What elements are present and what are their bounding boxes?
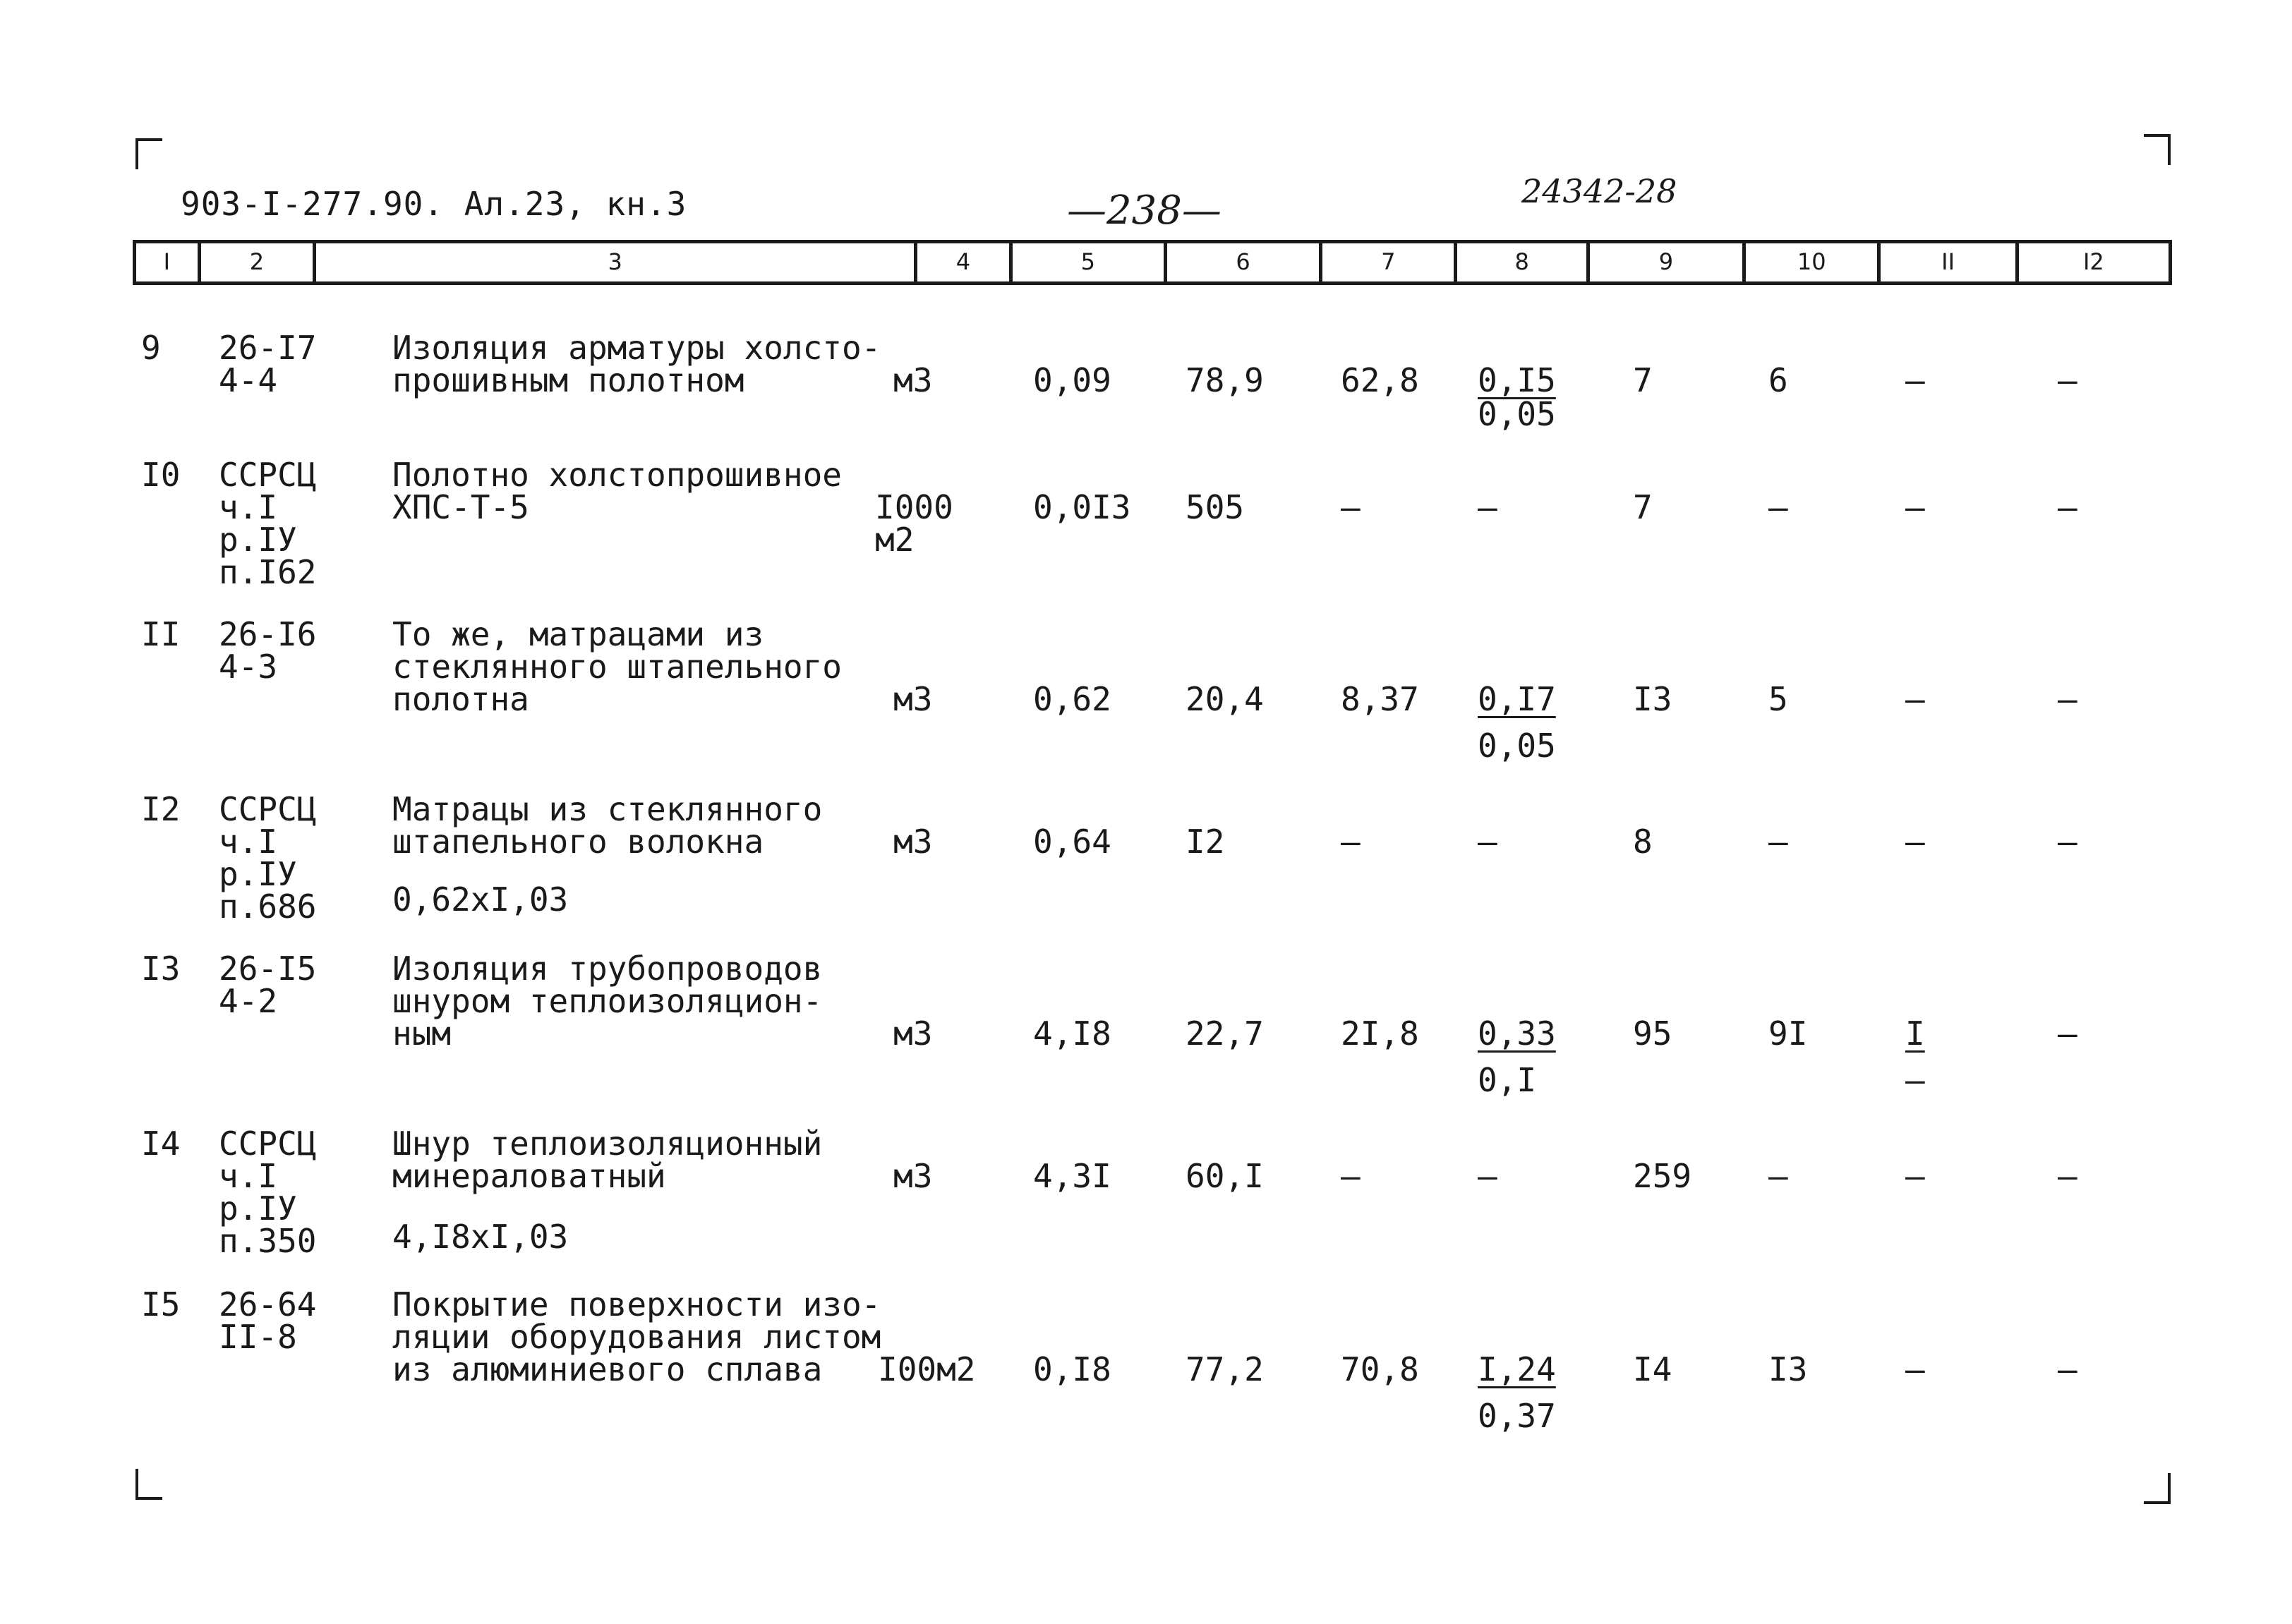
- norm-code: ССРСЦ ч.I р.IУ п.I62: [219, 456, 317, 591]
- column-header: I: [163, 248, 171, 275]
- unit: I000 м2: [875, 488, 953, 559]
- column-11-value: –: [1905, 488, 1925, 526]
- column-7-value: –: [1341, 488, 1361, 526]
- column-11-value: –: [1905, 680, 1925, 718]
- column-header: I2: [2015, 243, 2169, 281]
- quantity: 0,62: [1033, 680, 1111, 718]
- column-header: 3: [313, 243, 914, 281]
- column-6-value: 78,9: [1186, 361, 1264, 399]
- column-7-value: 62,8: [1341, 361, 1419, 399]
- column-12-value: –: [2058, 1350, 2077, 1388]
- norm-code: 26-I6 4-3: [219, 615, 317, 686]
- work-description: Полотно холстопрошивное ХПС-Т-5: [392, 456, 842, 526]
- column-9-value: 7: [1633, 361, 1653, 399]
- corner-mark-top-right: [2144, 134, 2171, 165]
- column-11-value: –: [1905, 1157, 1925, 1195]
- column-6-value: 505: [1186, 488, 1245, 526]
- row-number: I3: [141, 950, 181, 988]
- document-code: 903-I-277.90. Ал.23, кн.3: [181, 185, 687, 223]
- column-10-value: 6: [1768, 361, 1788, 399]
- column-8-top: –: [1478, 488, 1497, 526]
- corner-mark-top-left: [135, 138, 162, 169]
- column-12-value: –: [2058, 361, 2077, 399]
- column-10-value: –: [1768, 1157, 1788, 1195]
- norm-code: ССРСЦ ч.I р.IУ п.350: [219, 1125, 317, 1260]
- column-6-value: 60,I: [1186, 1157, 1264, 1195]
- column-8-bottom: 0,05: [1478, 395, 1556, 433]
- unit: м3: [893, 361, 933, 399]
- unit: I00м2: [878, 1350, 976, 1388]
- column-8-top: –: [1478, 823, 1497, 861]
- column-11-top: I: [1905, 1014, 1925, 1053]
- column-9-value: 259: [1633, 1157, 1692, 1195]
- unit: м3: [893, 1157, 933, 1195]
- column-header: 8: [1454, 243, 1586, 281]
- column-8-bottom: 0,I: [1478, 1061, 1537, 1099]
- norm-code: ССРСЦ ч.I р.IУ п.686: [219, 790, 317, 926]
- column-header: 6: [1164, 243, 1319, 281]
- column-12-value: –: [2058, 680, 2077, 718]
- unit: м3: [893, 1014, 933, 1053]
- work-description: Матрацы из стеклянного штапельного волокна: [392, 790, 823, 861]
- norm-code: 26-64 II-8: [219, 1285, 317, 1356]
- row-number: I5: [141, 1285, 181, 1323]
- column-8-top: 0,33: [1478, 1014, 1556, 1053]
- column-11-value: –: [1905, 361, 1925, 399]
- column-12-value: –: [2058, 1157, 2077, 1195]
- column-9-value: 7: [1633, 488, 1653, 526]
- column-7-value: 2I,8: [1341, 1014, 1419, 1053]
- column-6-value: 22,7: [1186, 1014, 1264, 1053]
- column-9-value: I3: [1633, 680, 1672, 718]
- norm-code: 26-I5 4-2: [219, 950, 317, 1020]
- work-description: Изоляция арматуры холсто- прошивным полотном: [392, 329, 881, 399]
- corner-mark-bottom-right: [2144, 1473, 2171, 1504]
- column-header: 5: [1009, 243, 1164, 281]
- archive-stamp: 24342-28: [1521, 172, 1677, 210]
- column-7-value: –: [1341, 823, 1361, 861]
- column-header: 7: [1319, 243, 1454, 281]
- column-10-value: I3: [1768, 1350, 1808, 1388]
- column-6-value: I2: [1186, 823, 1225, 861]
- column-8-bottom: 0,37: [1478, 1397, 1556, 1435]
- work-description: То же, матрацами из стеклянного штапельного полотна: [392, 615, 842, 718]
- column-11-bottom: –: [1905, 1061, 1925, 1099]
- column-header: 9: [1586, 243, 1742, 281]
- column-12-value: –: [2058, 488, 2077, 526]
- column-8-top: 0,I7: [1478, 680, 1556, 718]
- calculation-note: 4,I8xI,03: [392, 1218, 569, 1256]
- column-10-value: –: [1768, 823, 1788, 861]
- quantity: 4,3I: [1033, 1157, 1111, 1195]
- work-description: Изоляция трубопроводов шнуром теплоизоляцион- ным: [392, 950, 823, 1053]
- row-number: I0: [141, 456, 181, 494]
- calculation-note: 0,62xI,03: [392, 880, 569, 919]
- column-8-bottom: 0,05: [1478, 727, 1556, 765]
- column-10-value: 5: [1768, 680, 1788, 718]
- column-header: 2: [198, 243, 313, 281]
- quantity: 4,I8: [1033, 1014, 1111, 1053]
- unit: м3: [893, 680, 933, 718]
- column-7-value: –: [1341, 1157, 1361, 1195]
- column-header: II: [1877, 243, 2015, 281]
- row-number: I4: [141, 1125, 181, 1163]
- column-header: 10: [1742, 243, 1877, 281]
- column-6-value: 77,2: [1186, 1350, 1264, 1388]
- column-header: 4: [914, 243, 1009, 281]
- column-9-value: I4: [1633, 1350, 1672, 1388]
- page-number: —238—: [1067, 188, 1222, 234]
- quantity: 0,64: [1033, 823, 1111, 861]
- quantity: 0,I8: [1033, 1350, 1111, 1388]
- corner-mark-bottom-left: [135, 1469, 162, 1500]
- column-10-value: –: [1768, 488, 1788, 526]
- column-7-value: 8,37: [1341, 680, 1419, 718]
- column-11-value: –: [1905, 1350, 1925, 1388]
- column-7-value: 70,8: [1341, 1350, 1419, 1388]
- row-number: I2: [141, 790, 181, 828]
- quantity: 0,09: [1033, 361, 1111, 399]
- column-10-value: 9I: [1768, 1014, 1808, 1053]
- column-header-row: [133, 240, 2172, 285]
- column-8-top: 0,I5: [1478, 361, 1556, 399]
- column-6-value: 20,4: [1186, 680, 1264, 718]
- column-8-top: –: [1478, 1157, 1497, 1195]
- row-number: II: [141, 615, 181, 653]
- work-description: Шнур теплоизоляционный минераловатный: [392, 1125, 823, 1195]
- column-9-value: 95: [1633, 1014, 1672, 1053]
- row-number: 9: [141, 329, 161, 367]
- work-description: Покрытие поверхности изо- ляции оборудования листом из алюминиевого сплава: [392, 1285, 881, 1388]
- unit: м3: [893, 823, 933, 861]
- column-9-value: 8: [1633, 823, 1653, 861]
- column-12-value: –: [2058, 823, 2077, 861]
- norm-code: 26-I7 4-4: [219, 329, 317, 399]
- quantity: 0,0I3: [1033, 488, 1131, 526]
- column-8-top: I,24: [1478, 1350, 1556, 1388]
- column-12-value: –: [2058, 1014, 2077, 1053]
- column-11-value: –: [1905, 823, 1925, 861]
